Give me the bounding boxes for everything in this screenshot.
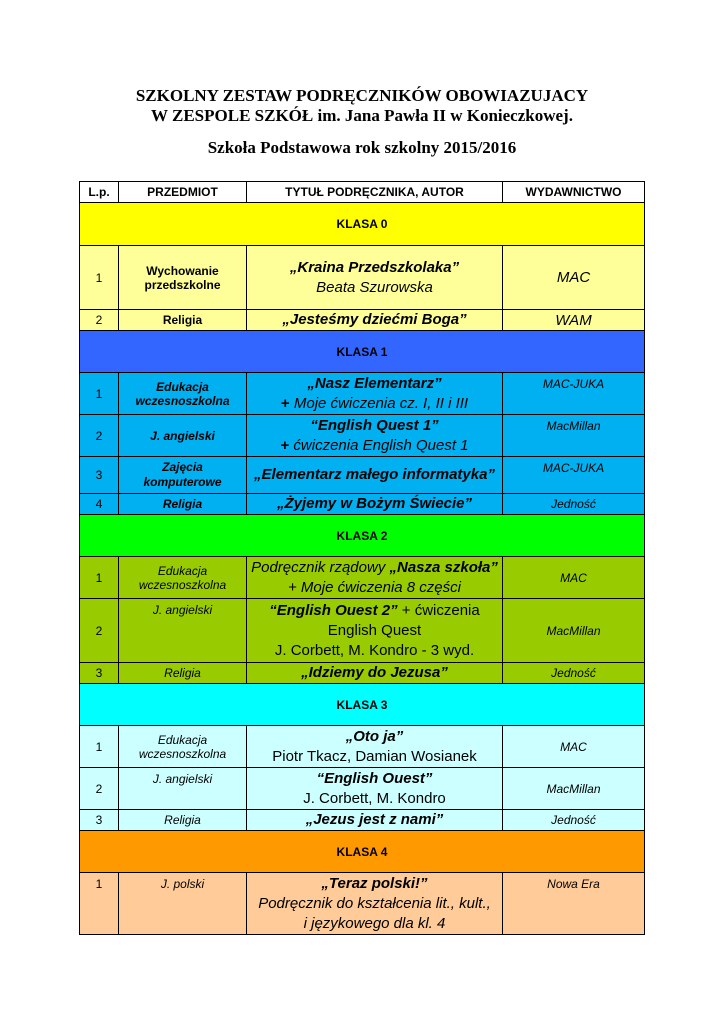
row-lp: 2: [80, 310, 119, 331]
row-subject: J. polski: [119, 873, 247, 935]
klasa-0-header-row: [80, 203, 645, 246]
row-publisher: Jedność: [503, 663, 645, 684]
row-lp: 2: [80, 768, 119, 810]
row-publisher: MAC: [503, 726, 645, 768]
row-lp: 1: [80, 373, 119, 415]
row-publisher: MAC: [503, 557, 645, 599]
book-extra: + ćwiczenia: [397, 601, 480, 619]
book-extra: Moje ćwiczenia cz. I, II i III: [289, 394, 469, 412]
table-row: [80, 310, 645, 331]
row-title: [247, 873, 503, 935]
row-publisher: MacMillan: [503, 415, 645, 457]
book-extra: + Moje ćwiczenia 8 części: [288, 578, 461, 596]
plus-sign: +: [280, 436, 290, 454]
row-subject: Religia: [119, 810, 247, 831]
header-subject: PRZEDMIOT: [119, 182, 247, 203]
book-title: „Nasza szkoła”: [389, 558, 498, 576]
row-publisher: MacMillan: [503, 599, 645, 663]
table-row: [80, 810, 645, 831]
row-lp: 1: [80, 726, 119, 768]
book-subtitle: [251, 394, 498, 414]
row-publisher: Nowa Era: [503, 873, 645, 935]
book-author: J. Corbett, M. Kondro: [303, 789, 446, 807]
klasa-1-header-row: [80, 331, 645, 373]
book-title-line: [251, 558, 498, 578]
row-title: „Żyjemy w Bożym Świecie”: [247, 494, 503, 515]
plus-sign: +: [280, 394, 290, 412]
row-subject: J. angielski: [119, 768, 247, 810]
book-author: Beata Szurowska: [316, 278, 433, 296]
row-title: [247, 768, 503, 810]
table-row: [80, 457, 645, 494]
row-subject: Religia: [119, 310, 247, 331]
row-lp: 1: [80, 873, 119, 935]
row-lp: 3: [80, 663, 119, 684]
row-lp: 1: [80, 557, 119, 599]
klasa-3-header-row: [80, 684, 645, 726]
book-title: „Oto ja”: [345, 727, 404, 745]
row-subject: Edukacja wczesnoszkolna: [119, 557, 247, 599]
book-extra: ćwiczenia English Quest 1: [289, 436, 469, 454]
table-row: [80, 768, 645, 810]
textbook-table: [79, 181, 645, 935]
row-lp: 3: [80, 457, 119, 494]
klasa-0-label: KLASA 0: [80, 203, 645, 246]
table-row: [80, 373, 645, 415]
row-subject: J. angielski: [119, 599, 247, 663]
klasa-3-label: KLASA 3: [80, 684, 645, 726]
book-prefix: Podręcznik rządowy: [251, 558, 390, 576]
row-lp: 3: [80, 810, 119, 831]
row-title: [247, 246, 503, 310]
book-workbook: English Quest: [327, 621, 422, 639]
row-title: [247, 415, 503, 457]
table-row: [80, 726, 645, 768]
row-lp: 2: [80, 415, 119, 457]
row-publisher: WAM: [503, 310, 645, 331]
row-publisher: Jedność: [503, 810, 645, 831]
book-title: „Nasz Elementarz”: [307, 374, 442, 392]
table-row: [80, 557, 645, 599]
row-publisher: Jedność: [503, 494, 645, 515]
row-subject: Edukacja wczesnoszkolna: [119, 726, 247, 768]
header-lp: L.p.: [80, 182, 119, 203]
document-title: [0, 86, 724, 126]
book-title: “English Ouest”: [316, 769, 433, 787]
header-title-author: TYTUŁ PODRĘCZNIKA, AUTOR: [247, 182, 503, 203]
row-lp: 4: [80, 494, 119, 515]
row-publisher: MAC: [503, 246, 645, 310]
row-title: [247, 557, 503, 599]
book-title: “English Ouest 2”: [269, 601, 398, 619]
row-title: [247, 599, 503, 663]
book-title: „Teraz polski!”: [321, 874, 428, 892]
klasa-2-label: KLASA 2: [80, 515, 645, 557]
row-title: [247, 726, 503, 768]
table-row: [80, 246, 645, 310]
table-header-row: [80, 182, 645, 203]
row-publisher: MAC-JUKA: [503, 457, 645, 494]
row-title: „Elementarz małego informatyka”: [247, 457, 503, 494]
row-title: [247, 373, 503, 415]
book-title-line: [251, 601, 498, 621]
row-title: „Idziemy do Jezusa”: [247, 663, 503, 684]
row-subject: Religia: [119, 663, 247, 684]
row-publisher: MacMillan: [503, 768, 645, 810]
table-row: [80, 663, 645, 684]
table-row: [80, 873, 645, 935]
table-row: [80, 494, 645, 515]
book-description: Podręcznik do kształcenia lit., kult.,: [258, 894, 491, 912]
row-subject: J. angielski: [119, 415, 247, 457]
klasa-1-label: KLASA 1: [80, 331, 645, 373]
book-title: “English Quest 1”: [310, 416, 439, 434]
book-description-2: i językowego dla kl. 4: [303, 914, 446, 932]
klasa-4-label: KLASA 4: [80, 831, 645, 873]
document-subtitle: Szkoła Podstawowa rok szkolny 2015/2016: [207, 138, 517, 157]
book-author: J. Corbett, M. Kondro - 3 wyd.: [274, 641, 475, 659]
klasa-2-header-row: [80, 515, 645, 557]
table-row: [80, 415, 645, 457]
header-publisher: WYDAWNICTWO: [503, 182, 645, 203]
row-title: „Jezus jest z nami”: [247, 810, 503, 831]
book-title: „Kraina Przedszkolaka”: [289, 258, 460, 276]
row-subject: Religia: [119, 494, 247, 515]
title-line-1: SZKOLNY ZESTAW PODRĘCZNIKÓW OBOWIAZUJACY: [135, 86, 589, 105]
row-title: „Jesteśmy dziećmi Boga”: [247, 310, 503, 331]
row-subject: Zajęcia komputerowe: [119, 457, 247, 494]
row-lp: 1: [80, 246, 119, 310]
row-publisher: MAC-JUKA: [503, 373, 645, 415]
klasa-4-header-row: [80, 831, 645, 873]
book-author: Piotr Tkacz, Damian Wosianek: [272, 747, 477, 765]
book-subtitle: [251, 436, 498, 456]
row-subject: Edukacja wczesnoszkolna: [119, 373, 247, 415]
row-subject: Wychowanie przedszkolne: [119, 246, 247, 310]
table-row: [80, 599, 645, 663]
title-line-2: W ZESPOLE SZKÓŁ im. Jana Pawła II w Konieczkowej.: [151, 106, 573, 125]
row-lp: 2: [80, 599, 119, 663]
